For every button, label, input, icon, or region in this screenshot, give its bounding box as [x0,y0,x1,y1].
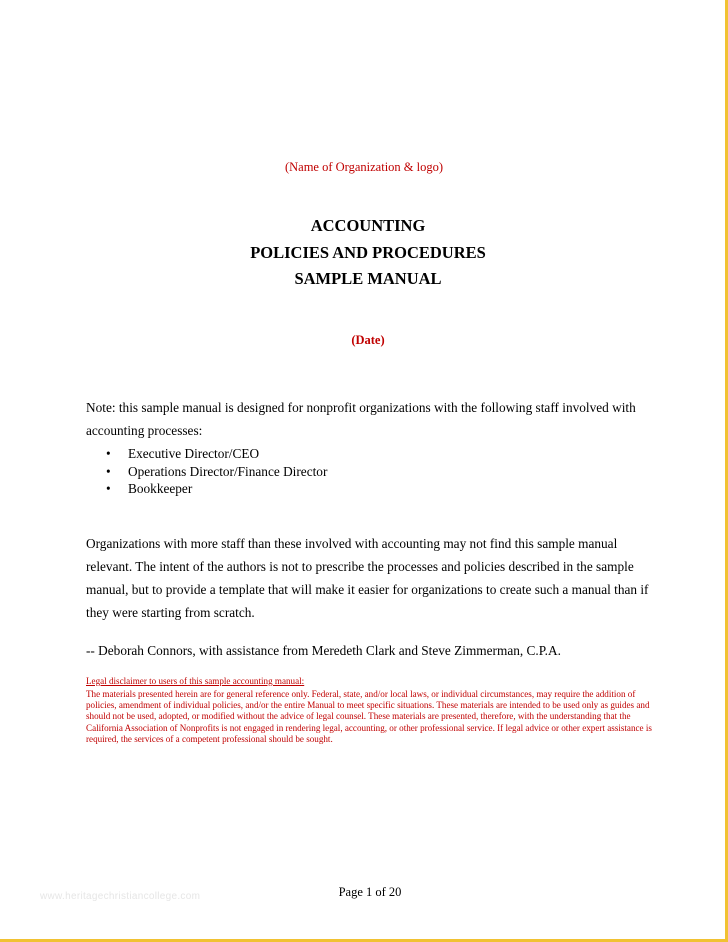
author-signature: -- Deborah Connors, with assistance from Meredeth Clark and Steve Zimmerman, C.P.A. [86,643,561,658]
staff-list [106,445,327,498]
list-item-label: Bookkeeper [128,481,193,496]
disclaimer-text: The materials presented herein are for general reference only. Federal, state, and/or local laws, or individual circumstances, may require the addition of policies, amendment of individual policies, and/or the entire Manual to meet specific situations. These materials are intended to be used only as guides and should not be used, adopted, or modified without the advice of legal counsel. These materials are presented, therefore, with the understanding that the California Association of Nonprofits is not engaged in rendering legal, accounting, or other professional service. If legal advice or other expert assistance is required, the services of a competent professional should be sought. [86,689,652,744]
document-title [0,213,728,293]
date-placeholder: (Date) [351,333,385,347]
bullet-icon: • [106,446,111,461]
title-line-2: POLICIES AND PROCEDURES [250,242,486,262]
page-number: Page 1 of 20 [338,885,402,899]
body-paragraph: Organizations with more staff than these involved with accounting may not find this sample manual relevant. The intent of the authors is not to prescribe the processes and policies described in the sample manual, but to provide a template that will make it easier for organizations to create such a manual than if they were starting from scratch. [86,536,649,620]
list-item-label: Operations Director/Finance Director [128,463,328,479]
watermark: www.heritagechristiancollege.com [40,891,201,902]
bullet-icon: • [106,481,111,496]
title-line-3: SAMPLE MANUAL [294,269,442,288]
note-paragraph: Note: this sample manual is designed for nonprofit organizations with the following staff involved with accounting processes: [86,400,636,438]
bullet-icon: • [106,463,111,479]
list-item [106,480,327,498]
title-line-1: ACCOUNTING [310,216,426,235]
organization-name-placeholder: (Name of Organization & logo) [284,160,444,174]
list-item-label: Executive Director/CEO [128,446,260,461]
list-item [106,445,327,463]
disclaimer-heading: Legal disclaimer to users of this sample accounting manual: [86,676,305,686]
list-item [106,463,327,481]
